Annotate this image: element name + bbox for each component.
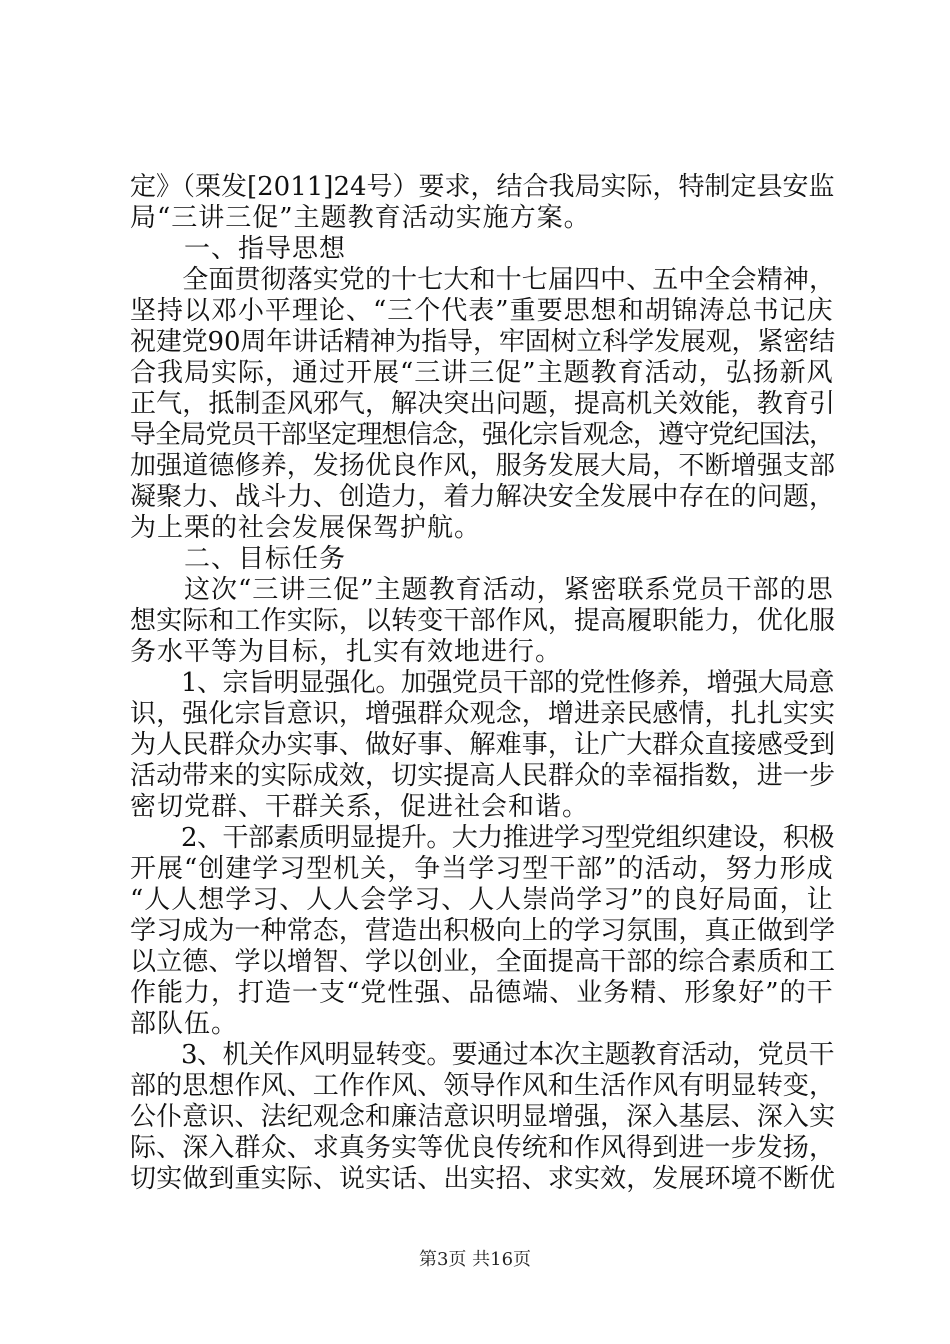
- document-line: 开展“创建学习型机关，争当学习型干部”的活动，努力形成: [130, 854, 834, 884]
- document-line: 想实际和工作实际，以转变干部作风，提高履职能力，优化服: [130, 606, 836, 636]
- document-line: 作能力，打造一支“党性强、品德端、业务精、形象好”的干: [130, 978, 834, 1008]
- document-line: 3、机关作风明显转变。要通过本次主题教育活动，党员干: [130, 1040, 835, 1070]
- document-line: 祝建党90周年讲话精神为指导，牢固树立科学发展观，紧密结: [130, 327, 835, 357]
- document-line: 部的思想作风、工作作风、领导作风和生活作风有明显转变，: [130, 1071, 836, 1101]
- document-line: “人人想学习、人人会学习、人人崇尚学习”的良好局面，让: [130, 885, 834, 915]
- page-number-footer: 第3页 共16页: [418, 1249, 532, 1270]
- document-line: 正气，抵制歪风邪气，解决突出问题，提高机关效能，教育引: [130, 389, 836, 419]
- document-line: 2、干部素质明显提升。大力推进学习型党组织建设，积极: [130, 823, 835, 853]
- document-line: 切实做到重实际、说实话、出实招、求实效，发展环境不断优: [130, 1164, 836, 1194]
- document-line: 际、深入群众、求真务实等优良传统和作风得到进一步发扬，: [130, 1133, 836, 1163]
- document-line: 一、指导思想: [130, 234, 347, 264]
- document-line: 二、目标任务: [130, 544, 347, 574]
- document-line: 密切党群、干群关系，促进社会和谐。: [130, 792, 590, 822]
- document-line: 以立德、学以增智、学以创业，全面提高干部的综合素质和工: [130, 947, 836, 977]
- document-line: 务水平等为目标，扎实有效地进行。: [130, 637, 563, 667]
- document-line: 导全局党员干部坚定理想信念，强化宗旨观念，遵守党纪国法，: [130, 420, 835, 450]
- document-line: 1、宗旨明显强化。加强党员干部的党性修养，增强大局意: [130, 668, 835, 698]
- document-line: 为人民群众办实事、做好事、解难事，让广大群众直接感受到: [130, 730, 836, 760]
- document-line: 加强道德修养，发扬优良作风，服务发展大局，不断增强支部: [130, 451, 836, 481]
- document-line: 全面贯彻落实党的十七大和十七届四中、五中全会精神，: [130, 265, 836, 295]
- document-line: 活动带来的实际成效，切实提高人民群众的幸福指数，进一步: [130, 761, 836, 791]
- document-line: 这次“三讲三促”主题教育活动，紧密联系党员干部的思: [130, 575, 834, 605]
- document-body: [130, 172, 836, 1195]
- document-line: 局“三讲三促”主题教育活动实施方案。: [130, 203, 591, 233]
- document-line: 凝聚力、战斗力、创造力，着力解决安全发展中存在的问题，: [130, 482, 836, 512]
- document-line: 坚持以邓小平理论、“三个代表”重要思想和胡锦涛总书记庆: [130, 296, 834, 326]
- document-line: 为上栗的社会发展保驾护航。: [130, 513, 482, 543]
- document-line: 合我局实际，通过开展“三讲三促”主题教育活动，弘扬新风: [130, 358, 834, 388]
- document-line: 学习成为一种常态，营造出积极向上的学习氛围，真正做到学: [130, 916, 836, 946]
- document-line: 识，强化宗旨意识，增强群众观念，增进亲民感情，扎扎实实: [130, 699, 836, 729]
- document-line: 部队伍。: [130, 1009, 239, 1039]
- document-line: 公仆意识、法纪观念和廉洁意识明显增强，深入基层、深入实: [130, 1102, 836, 1132]
- document-line: 定》（栗发[2011]24号）要求，结合我局实际，特制定县安监: [130, 172, 835, 202]
